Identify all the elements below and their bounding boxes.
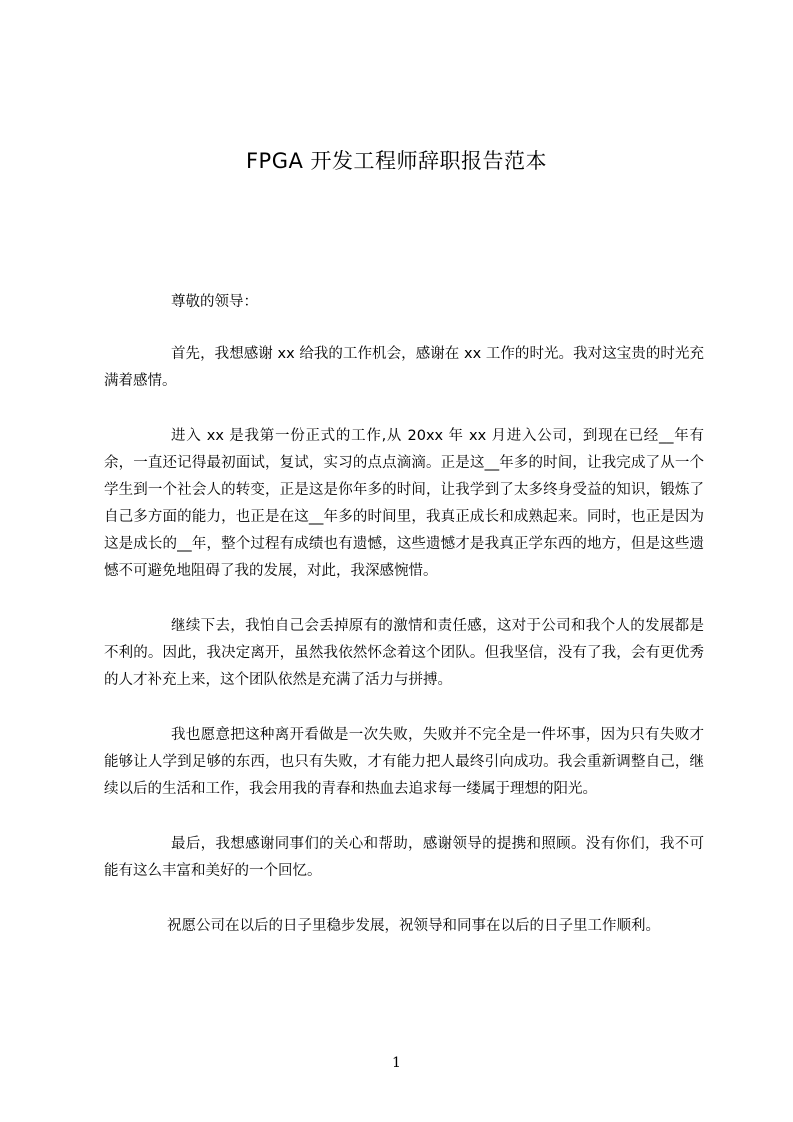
closing-wish: 祝愿公司在以后的日子里稳步发展，祝领导和同事在以后的日子里工作顺利。 bbox=[167, 918, 660, 934]
paragraph-thanks: 首先，我想感谢 xx 给我的工作机会，感谢在 xx 工作的时光。我对这宝贵的时光充满着感情。 bbox=[104, 346, 704, 389]
letter-body bbox=[104, 289, 704, 968]
page-number: 1 bbox=[392, 1055, 401, 1071]
paragraph-reason: 继续下去，我怕自己会丢掉原有的激情和责任感，这对于公司和我个人的发展都是不利的。因此，我决定离开，虽然我依然怀念着这个团队。但我坚信，没有了我，会有更优秀的人才补充上来，这个团队依然是充满了活力与拼搏。 bbox=[104, 618, 704, 688]
paragraph-gratitude: 最后，我想感谢同事们的关心和帮助，感谢领导的提携和照顾。没有你们，我不可能有这么丰富和美好的一个回忆。 bbox=[104, 836, 704, 879]
page-title: FPGA 开发工程师辞职报告范本 bbox=[245, 149, 548, 173]
paragraph-experience: 进入 xx 是我第一份正式的工作,从 20xx 年 xx 月进入公司，到现在已经__年有余，一直还记得最初面试，复试，实习的点点滴滴。正是这__年多的时间，让我完成了从一个学生到一个社会人的转变，正是这是你年多的时间，让我学到了太多终身受益的知识，锻炼了自己多方面的能力，也正是在这__年多的时间里，我真正成长和成熟起来。同时，也正是因为这是成长的__年，整个过程有成绩也有遗憾，这些遗憾才是我真正学东西的地方，但是这些遗憾不可避免地阻碍了我的发展，对此，我深感惋惜。 bbox=[104, 428, 704, 579]
salutation: 尊敬的领导： bbox=[171, 294, 258, 310]
paragraph-reflection: 我也愿意把这种离开看做是一次失败，失败并不完全是一件坏事，因为只有失败才能够让人学到足够的东西，也只有失败，才有能力把人最终引向成功。我会重新调整自己，继续以后的生活和工作，我会用我的青春和热血去追求每一缕属于理想的阳光。 bbox=[104, 727, 704, 797]
